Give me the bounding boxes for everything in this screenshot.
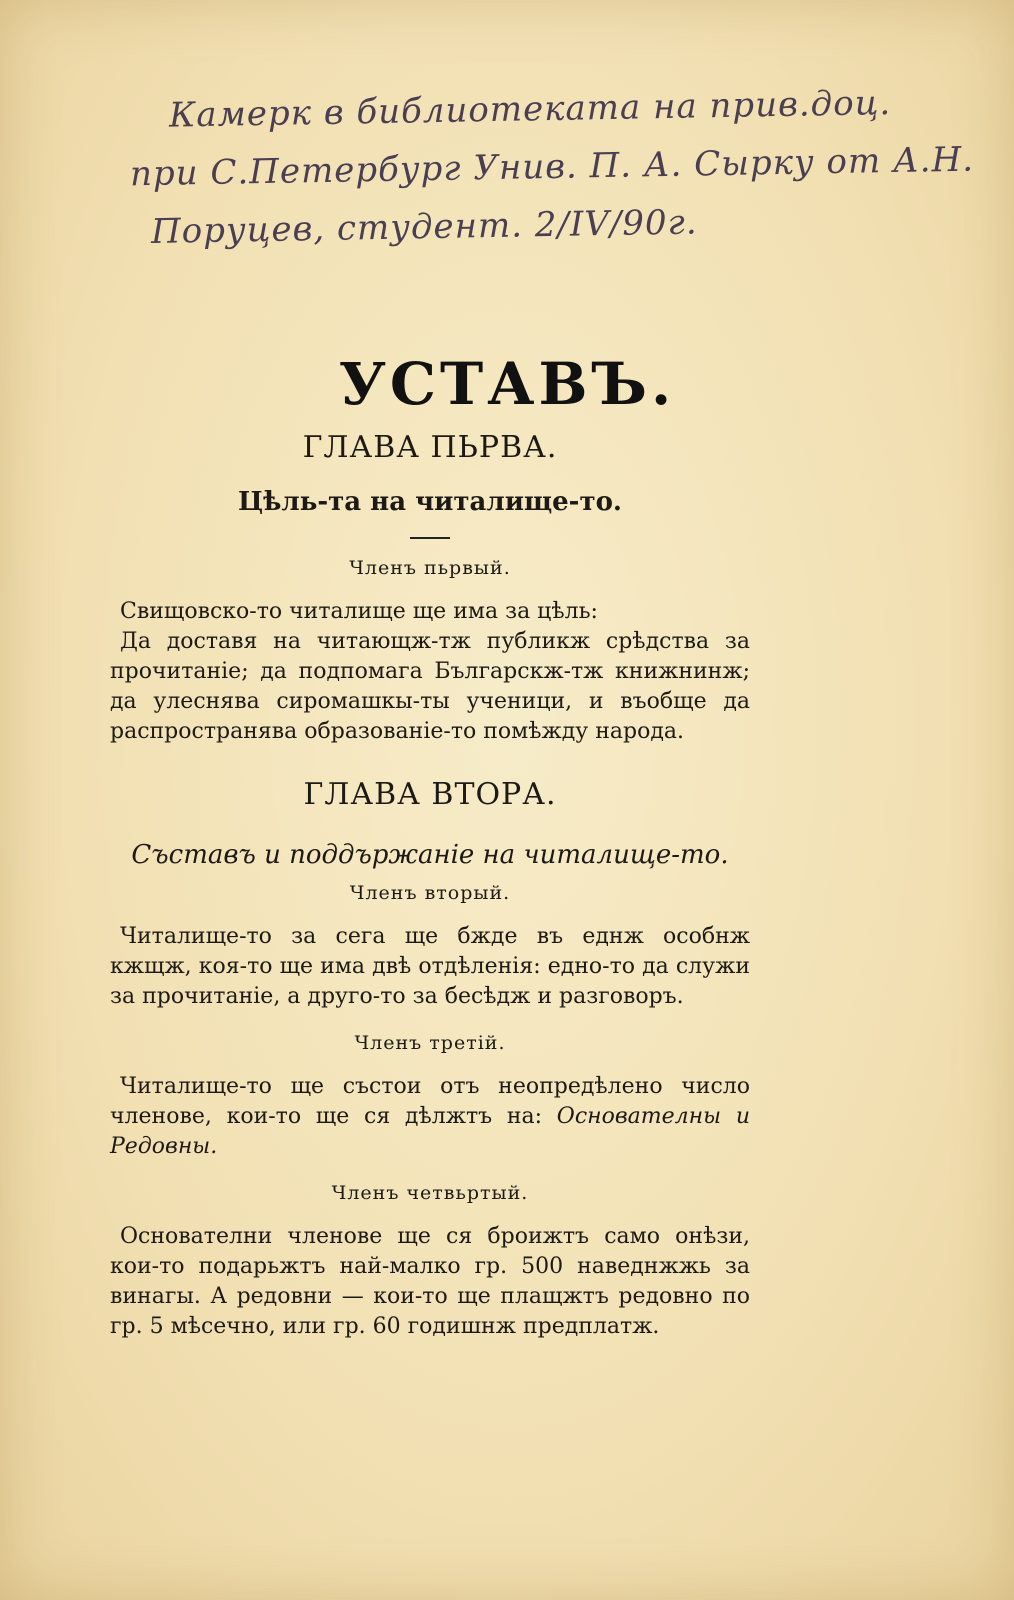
article-label: Членъ пьрвый. bbox=[349, 557, 511, 579]
article-text: Да доставя на читающж-тж публикж срѣдства за прочитаніе; да подпомага Българскж-тж книжнинж; да улеснява сиромашкы-ты ученици, и въобще да распространява образованіе-то помѣжду народа. bbox=[110, 629, 750, 744]
article-text: Читалище-то за сега ще бжде въ еднж особнж кжщж, коя-то ще има двѣ отдѣленія: едно-то да служи за прочитаніе, а друго-то за бесѣдж и разговоръ. bbox=[110, 924, 750, 1009]
article-text: Читалище-то ще състои отъ неопредѣлено число членове, кои-то ще ся дѣлжтъ на: Основателны и Редовны. bbox=[110, 1074, 750, 1159]
article-label: Членъ вторый. bbox=[349, 882, 511, 904]
handwritten-line: при С.Петербург Унив. П. А. Сырку от А.Н. bbox=[129, 139, 975, 195]
document-title: УСТАВЪ. bbox=[338, 350, 676, 418]
chapter-heading: ГЛАВА ВТОРА. bbox=[303, 777, 557, 812]
handwritten-line: Камерк в библиотеката на прив.доц. bbox=[168, 83, 892, 136]
italic-phrase: Основателны и Редовны. bbox=[110, 1104, 750, 1159]
article-intro: Свищовско-то читалище ще има за цѣль: bbox=[120, 599, 598, 624]
article-label: Членъ четвьртый. bbox=[331, 1182, 529, 1204]
article-label: Членъ третій. bbox=[354, 1032, 506, 1054]
chapter-heading: ГЛАВА ПЬРВА. bbox=[302, 430, 558, 465]
handwritten-line: Поруцев, студент. 2/IV/90г. bbox=[150, 202, 698, 252]
chapter-subtitle: Цѣль-та на читалище-то. bbox=[238, 487, 622, 517]
chapter-subtitle: Съставъ и поддържаніе на читалище-то. bbox=[131, 840, 729, 870]
divider bbox=[410, 537, 450, 539]
handwritten-note bbox=[129, 73, 975, 262]
article-text: Основателни членове ще ся броижтъ само онѣзи, кои-то подарьжтъ най-малко гр. 500 наведнжжь за винагы. А редовни — кои-то ще плащжтъ редовно по гр. 5 мѣсечно, или гр. 60 годишнж предплатж. bbox=[110, 1224, 750, 1339]
document-body bbox=[110, 430, 750, 1342]
